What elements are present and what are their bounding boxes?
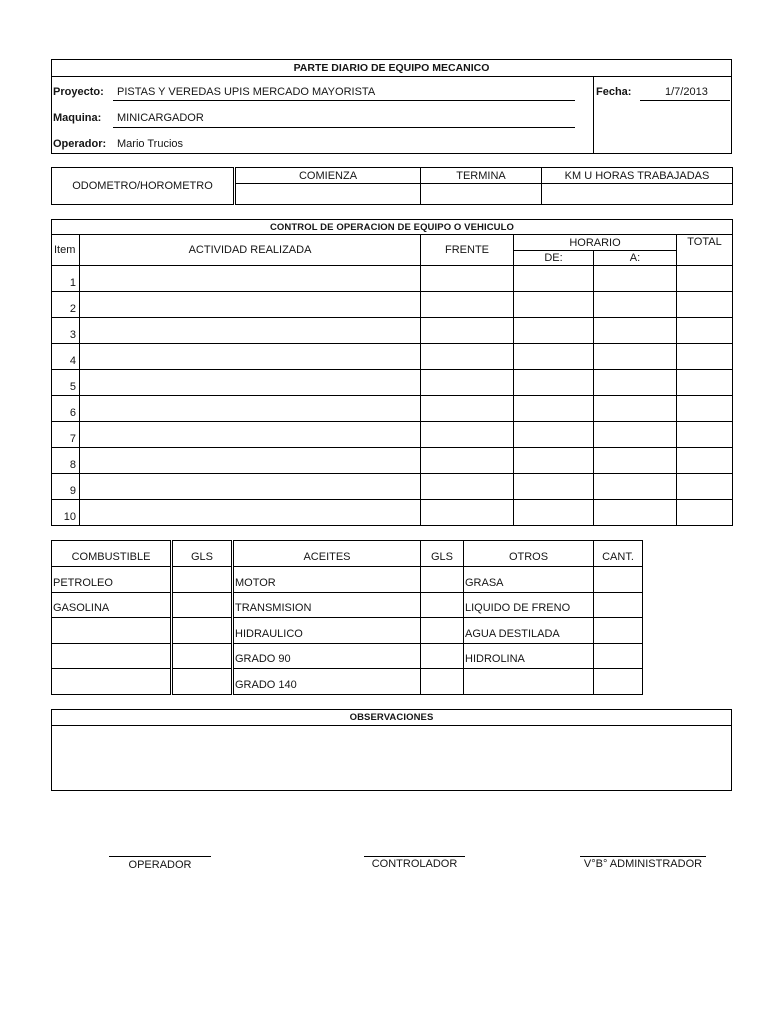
- item-number: 6: [52, 396, 80, 422]
- combustible-gls-header: GLS: [172, 541, 233, 567]
- horario-header: HORARIO: [514, 235, 677, 251]
- proyecto-value: PISTAS Y VEREDAS UPIS MERCADO MAYORISTA: [117, 86, 376, 98]
- total-header: TOTAL: [677, 235, 733, 266]
- item-number: 8: [52, 448, 80, 474]
- combustible-gls-cell: [172, 618, 233, 644]
- form-title: PARTE DIARIO DE EQUIPO MECANICO: [52, 60, 731, 77]
- signature-label: CONTROLADOR: [371, 858, 458, 870]
- otro-cell: [464, 669, 594, 695]
- item-number: 9: [52, 474, 80, 500]
- horario-a-cell: [594, 344, 677, 370]
- otro-cant-cell: [594, 669, 643, 695]
- aceites-gls-header: GLS: [421, 541, 464, 567]
- frente-cell: [421, 344, 514, 370]
- aceite-gls-cell: [421, 567, 464, 593]
- horario-a-cell: [594, 474, 677, 500]
- frente-header: FRENTE: [421, 235, 514, 266]
- table-row: [52, 448, 733, 474]
- otro-cant-cell: [594, 618, 643, 644]
- header-box: [51, 59, 732, 154]
- horario-a-cell: [594, 500, 677, 526]
- total-cell: [677, 396, 733, 422]
- horario-de-cell: [514, 448, 594, 474]
- otro-cant-cell: [594, 592, 643, 618]
- aceite-cell: GRADO 90: [233, 643, 421, 669]
- combustible-gls-cell: [172, 669, 233, 695]
- otro-cell: HIDROLINA: [464, 643, 594, 669]
- frente-cell: [421, 292, 514, 318]
- frente-cell: [421, 396, 514, 422]
- table-row: [52, 669, 643, 695]
- horario-de-cell: [514, 370, 594, 396]
- signature-label: OPERADOR: [128, 859, 192, 871]
- total-cell: [677, 292, 733, 318]
- frente-cell: [421, 266, 514, 292]
- frente-cell: [421, 474, 514, 500]
- otro-cell: AGUA DESTILADA: [464, 618, 594, 644]
- otro-cant-cell: [594, 643, 643, 669]
- horario-de-cell: [514, 266, 594, 292]
- actividad-cell: [80, 422, 421, 448]
- odometro-header-row: [52, 168, 733, 184]
- combustible-cell: [52, 618, 172, 644]
- observaciones-area: [52, 726, 731, 790]
- table-row: [52, 266, 733, 292]
- cant-header: CANT.: [594, 541, 643, 567]
- aceite-cell: TRANSMISION: [233, 592, 421, 618]
- actividad-cell: [80, 318, 421, 344]
- horario-a-cell: [594, 266, 677, 292]
- consumo-header-row: [52, 541, 643, 567]
- signature-controlador: [364, 856, 465, 871]
- horario-de-cell: [514, 474, 594, 500]
- comienza-cell: [235, 184, 421, 205]
- total-cell: [677, 474, 733, 500]
- combustible-cell: PETROLEO: [52, 567, 172, 593]
- fecha-value: 1/7/2013: [665, 86, 708, 98]
- odometro-label: ODOMETRO/HOROMETRO: [52, 168, 235, 205]
- frente-cell: [421, 500, 514, 526]
- horario-a-cell: [594, 370, 677, 396]
- table-row: [52, 567, 643, 593]
- item-number: 10: [52, 500, 80, 526]
- horario-a-cell: [594, 448, 677, 474]
- item-number: 4: [52, 344, 80, 370]
- combustible-cell: [52, 643, 172, 669]
- combustible-gls-cell: [172, 643, 233, 669]
- otro-cant-cell: [594, 567, 643, 593]
- otros-header: OTROS: [464, 541, 594, 567]
- operador-label: Operador:: [53, 138, 107, 150]
- total-cell: [677, 344, 733, 370]
- otro-cell: LIQUIDO DE FRENO: [464, 592, 594, 618]
- aceite-cell: MOTOR: [233, 567, 421, 593]
- actividad-header: ACTIVIDAD REALIZADA: [80, 235, 421, 266]
- aceite-gls-cell: [421, 669, 464, 695]
- horario-de-cell: [514, 396, 594, 422]
- maquina-value: MINICARGADOR: [117, 112, 204, 124]
- maquina-label: Maquina:: [53, 112, 102, 124]
- proyecto-label: Proyecto:: [53, 86, 104, 98]
- actividad-cell: [80, 370, 421, 396]
- combustible-cell: GASOLINA: [52, 592, 172, 618]
- combustible-gls-cell: [172, 567, 233, 593]
- aceite-cell: GRADO 140: [233, 669, 421, 695]
- horario-a-cell: [594, 292, 677, 318]
- table-row: [52, 592, 643, 618]
- item-number: 2: [52, 292, 80, 318]
- horario-de-cell: [514, 422, 594, 448]
- control-title: CONTROL DE OPERACION DE EQUIPO O VEHICULO: [52, 220, 733, 235]
- maquina-underline: [113, 127, 575, 128]
- total-cell: [677, 266, 733, 292]
- horario-a-cell: [594, 422, 677, 448]
- table-row: [52, 396, 733, 422]
- total-cell: [677, 370, 733, 396]
- total-cell: [677, 500, 733, 526]
- operador-value: Mario Trucios: [117, 138, 184, 150]
- horario-de-cell: [514, 500, 594, 526]
- combustible-cell: [52, 669, 172, 695]
- fecha-label: Fecha:: [596, 86, 632, 98]
- proyecto-underline: [113, 100, 575, 101]
- table-row: [52, 344, 733, 370]
- horario-a-header: A:: [594, 251, 677, 266]
- frente-cell: [421, 318, 514, 344]
- item-header: Item: [52, 235, 80, 266]
- otro-cell: GRASA: [464, 567, 594, 593]
- km-horas-header: KM U HORAS TRABAJADAS: [542, 168, 733, 184]
- combustible-gls-cell: [172, 592, 233, 618]
- header-divider: [593, 77, 594, 153]
- termina-cell: [421, 184, 542, 205]
- frente-cell: [421, 370, 514, 396]
- aceite-gls-cell: [421, 643, 464, 669]
- table-row: [52, 474, 733, 500]
- table-row: [52, 618, 643, 644]
- control-table: [51, 219, 733, 526]
- comienza-header: COMIENZA: [235, 168, 421, 184]
- fecha-underline: [640, 100, 730, 101]
- frente-cell: [421, 448, 514, 474]
- aceite-gls-cell: [421, 592, 464, 618]
- combustible-header: COMBUSTIBLE: [52, 541, 172, 567]
- signature-label: V°B° ADMINISTRADOR: [583, 858, 703, 870]
- item-number: 7: [52, 422, 80, 448]
- signature-administrador: [580, 856, 706, 871]
- observaciones-title: OBSERVACIONES: [52, 710, 731, 726]
- consumo-table: [51, 540, 643, 695]
- aceites-header: ACEITES: [233, 541, 421, 567]
- observaciones-box: [51, 709, 732, 791]
- horario-de-cell: [514, 292, 594, 318]
- control-header-row: [52, 235, 733, 251]
- signature-operador: [109, 856, 211, 872]
- aceite-cell: HIDRAULICO: [233, 618, 421, 644]
- frente-cell: [421, 422, 514, 448]
- table-row: [52, 643, 643, 669]
- actividad-cell: [80, 344, 421, 370]
- table-row: [52, 318, 733, 344]
- actividad-cell: [80, 474, 421, 500]
- odometro-table: [51, 167, 733, 205]
- control-title-row: [52, 220, 733, 235]
- item-number: 3: [52, 318, 80, 344]
- total-cell: [677, 448, 733, 474]
- km-horas-cell: [542, 184, 733, 205]
- item-number: 5: [52, 370, 80, 396]
- horario-a-cell: [594, 396, 677, 422]
- horario-de-header: DE:: [514, 251, 594, 266]
- table-row: [52, 422, 733, 448]
- table-row: [52, 500, 733, 526]
- actividad-cell: [80, 266, 421, 292]
- aceite-gls-cell: [421, 618, 464, 644]
- item-number: 1: [52, 266, 80, 292]
- table-row: [52, 292, 733, 318]
- total-cell: [677, 318, 733, 344]
- actividad-cell: [80, 448, 421, 474]
- actividad-cell: [80, 500, 421, 526]
- termina-header: TERMINA: [421, 168, 542, 184]
- total-cell: [677, 422, 733, 448]
- actividad-cell: [80, 292, 421, 318]
- horario-de-cell: [514, 344, 594, 370]
- horario-a-cell: [594, 318, 677, 344]
- actividad-cell: [80, 396, 421, 422]
- horario-de-cell: [514, 318, 594, 344]
- table-row: [52, 370, 733, 396]
